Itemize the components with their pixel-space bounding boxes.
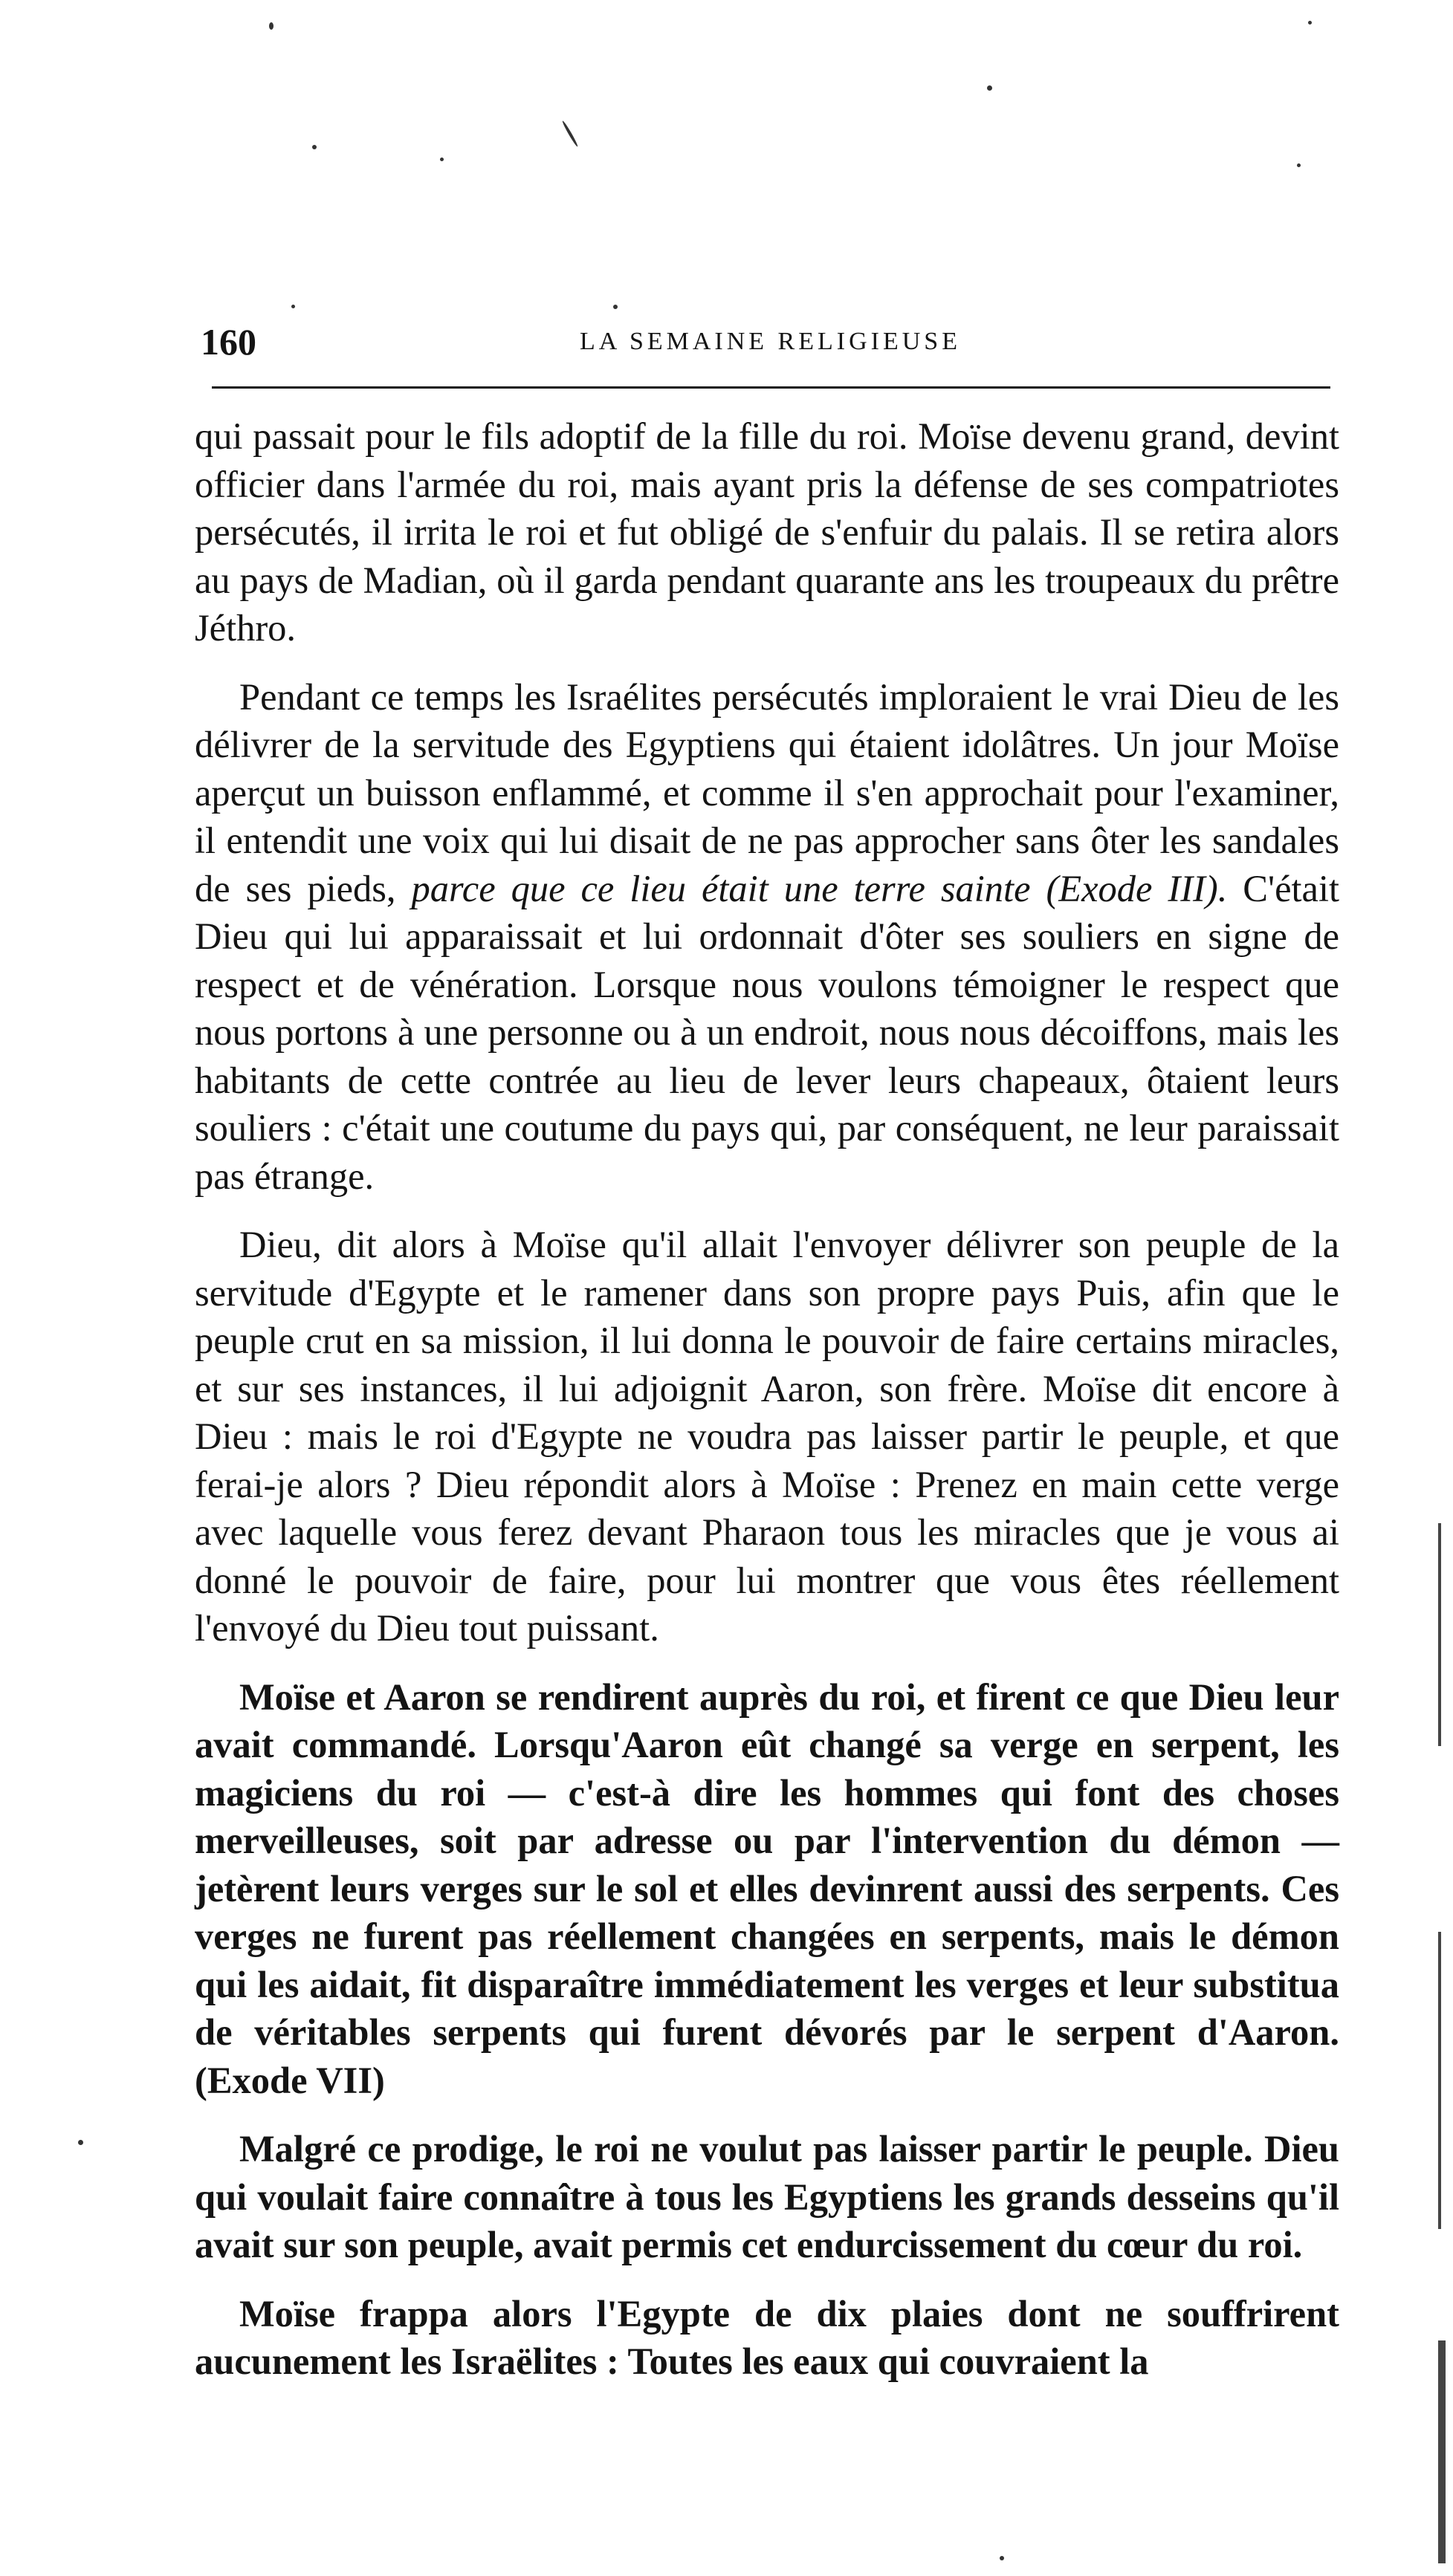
scan-speck	[1308, 21, 1312, 25]
scan-margin-mark	[1438, 1932, 1441, 2229]
scan-speck	[440, 158, 444, 161]
paragraph: Moïse et Aaron se rendirent auprès du roi, et firent ce que Dieu leur avait commandé. Lorsqu'Aaron eût changé sa verge en serpent, les magiciens du roi — c'est-à dire les hommes qui font des choses merveilleuses, soit par adresse ou par l'intervention du démon — jetèrent leurs verges sur le sol et elles devinrent aussi des serpents. Ces verges ne furent pas réellement changées en serpents, mais le démon qui les aidait, fit disparaître immédiatement les verges et leur substitua de véritables serpents qui furent dévorés par le serpent d'Aaron. (Exode VII)	[195, 1675, 1339, 2101]
scan-speck	[561, 120, 578, 148]
page-header	[201, 316, 1330, 368]
italic-citation: parce que ce lieu était une terre sainte (Exode III).	[411, 867, 1228, 909]
paragraph: Moïse frappa alors l'Egypte de dix plaies dont ne souffrirent aucunement les Israëlites : Toutes les eaux qui couvraient la	[195, 2292, 1339, 2382]
body-text	[195, 412, 1339, 2508]
paragraph	[195, 673, 1339, 1201]
scan-speck	[269, 22, 274, 30]
paragraph: Malgré ce prodige, le roi ne voulut pas laisser partir le peuple. Dieu qui voulait faire connaître à tous les Egyptiens les grands desseins qu'il avait sur son peuple, avait permis cet endurcissement du cœur du roi.	[195, 2128, 1339, 2265]
scan-margin-mark	[1438, 1523, 1441, 1746]
scan-speck	[987, 85, 992, 91]
scan-speck	[291, 305, 295, 308]
scan-speck	[1297, 163, 1301, 167]
scan-margin-mark	[1438, 2340, 1446, 2563]
header-rule	[212, 386, 1330, 389]
scan-speck	[312, 145, 317, 149]
scan-speck	[613, 305, 618, 309]
paragraph-text: Pendant ce temps les Israélites persécutés imploraient le vrai Dieu de les délivrer de la servitude des Egyptiens qui étaient idolâtres. Un jour Moïse aperçut un buisson enflammé, et comme il s'en approchait pour l'examiner, il entendit une voix qui lui disait de ne pas approcher sans ôter les sandales de ses pieds,	[195, 675, 1339, 909]
paragraph: qui passait pour le fils adoptif de la fille du roi. Moïse devenu grand, devint officier dans l'armée du roi, mais ayant pris la défense de ses compatriotes persécutés, il irrita le roi et fut obligé de s'enfuir du palais. Il se retira alors au pays de Madian, où il garda pendant quarante ans les troupeaux du prêtre Jéthro.	[195, 415, 1339, 649]
scan-speck	[1000, 2556, 1004, 2560]
running-title: LA SEMAINE RELIGIEUSE	[580, 328, 961, 355]
scan-speck	[78, 2140, 83, 2145]
page-number: 160	[201, 321, 256, 363]
paragraph-text: C'était Dieu qui lui apparaissait et lui ordonnait d'ôter ses souliers en signe de respect et de vénération. Lorsque nous voulons témoigner le respect que nous portons à une personne ou à un endroit, nous nous décoiffons, mais les habitants de cette contrée au lieu de lever leurs chapeaux, ôtaient leurs souliers : c'était une coutume du pays qui, par conséquent, ne leur paraissait pas étrange.	[195, 867, 1340, 1197]
paragraph: Dieu, dit alors à Moïse qu'il allait l'envoyer délivrer son peuple de la servitude d'Egypte et le ramener dans son propre pays Puis, afin que le peuple crut en sa mission, il lui donna le pouvoir de faire certains miracles, et sur ses instances, il lui adjoignit Aaron, son frère. Moïse dit encore à Dieu : mais le roi d'Egypte ne voudra pas laisser partir le peuple, et que ferai-je alors ? Dieu répondit alors à Moïse : Prenez en main cette verge avec laquelle vous ferez devant Pharaon tous les miracles que je vous ai donné le pouvoir de faire, pour lui montrer que vous êtes réellement l'envoyé du Dieu tout puissant.	[195, 1224, 1339, 1649]
